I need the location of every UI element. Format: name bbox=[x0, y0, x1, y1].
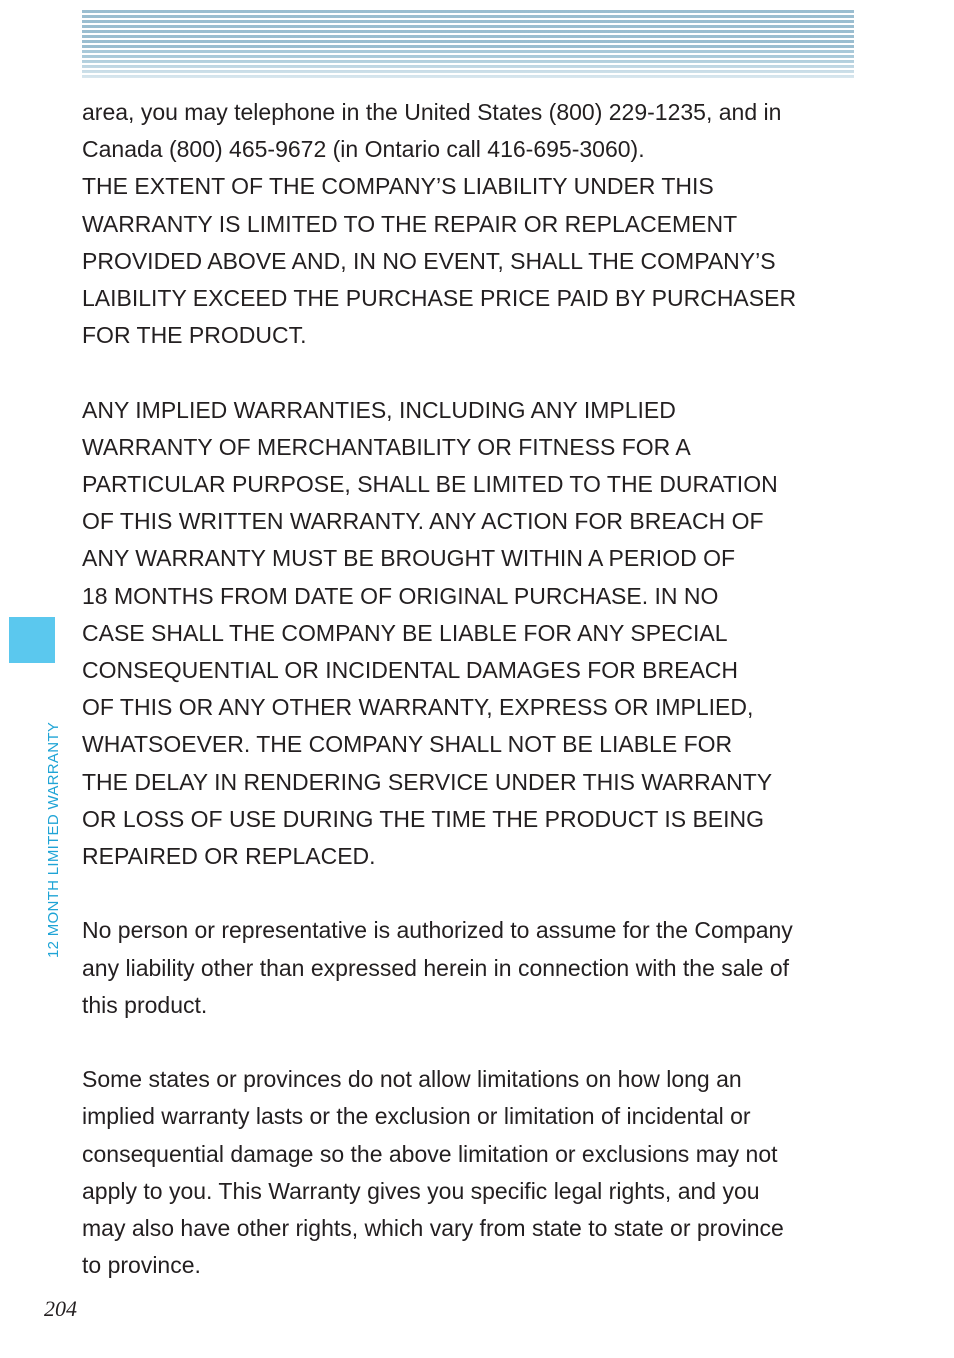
paragraph-no-representative: No person or representative is authorized to assume for the Company any liability other than expressed herein in connection with the sale of this product. bbox=[82, 917, 793, 1018]
section-label: 12 MONTH LIMITED WARRANTY bbox=[45, 721, 62, 958]
paragraph-implied-warranties: ANY IMPLIED WARRANTIES, INCLUDING ANY IMPLIED WARRANTY OF MERCHANTABILITY OR FITNESS FOR A PARTICULAR PURPOSE, SHALL BE LIMITED TO THE DURATION OF THIS WRITTEN WARRANTY. ANY ACTION FOR BREACH OF ANY WARRANTY MUST BE BROUGHT WITHIN A PERIOD OF 18 MONTHS FROM DATE OF ORIGINAL PURCHASE. IN NO CASE SHALL THE COMPANY BE LIABLE FOR ANY SPECIAL CONSEQUENTIAL OR INCIDENTAL DAMAGES FOR BREACH OF THIS OR ANY OTHER WARRANTY, EXPRESS OR IMPLIED, WHATSOEVER. THE COMPANY SHALL NOT BE LIABLE FOR THE DELAY IN RENDERING SERVICE UNDER THIS WARRANTY OR LOSS OF USE DURING THE TIME THE PRODUCT IS BEING REPAIRED OR REPLACED. bbox=[82, 396, 778, 870]
section-tab-marker bbox=[9, 617, 55, 663]
paragraph-state-rights: Some states or provinces do not allow limitations on how long an implied warranty lasts or the exclusion or limitation of incidental or consequential damage so the above limitation or exclusions may not apply to you. This Warranty gives you specific legal rights, and you may also have other rights, which vary from state to state or province to province. bbox=[82, 1066, 784, 1279]
body-text bbox=[82, 94, 862, 1284]
paragraph-contact-numbers: area, you may telephone in the United States (800) 229-1235, and in Canada (800) 465-9672 (in Ontario call 416-695-3060). bbox=[82, 99, 782, 163]
header-stripe-band bbox=[82, 10, 854, 78]
paragraph-liability-limit: THE EXTENT OF THE COMPANY’S LIABILITY UNDER THIS WARRANTY IS LIMITED TO THE REPAIR OR REPLACEMENT PROVIDED ABOVE AND, IN NO EVENT, SHALL THE COMPANY’S LAIBILITY EXCEED THE PURCHASE PRICE PAID BY PURCHASER FOR THE PRODUCT. bbox=[82, 173, 797, 349]
page-number: 204 bbox=[44, 1296, 77, 1321]
